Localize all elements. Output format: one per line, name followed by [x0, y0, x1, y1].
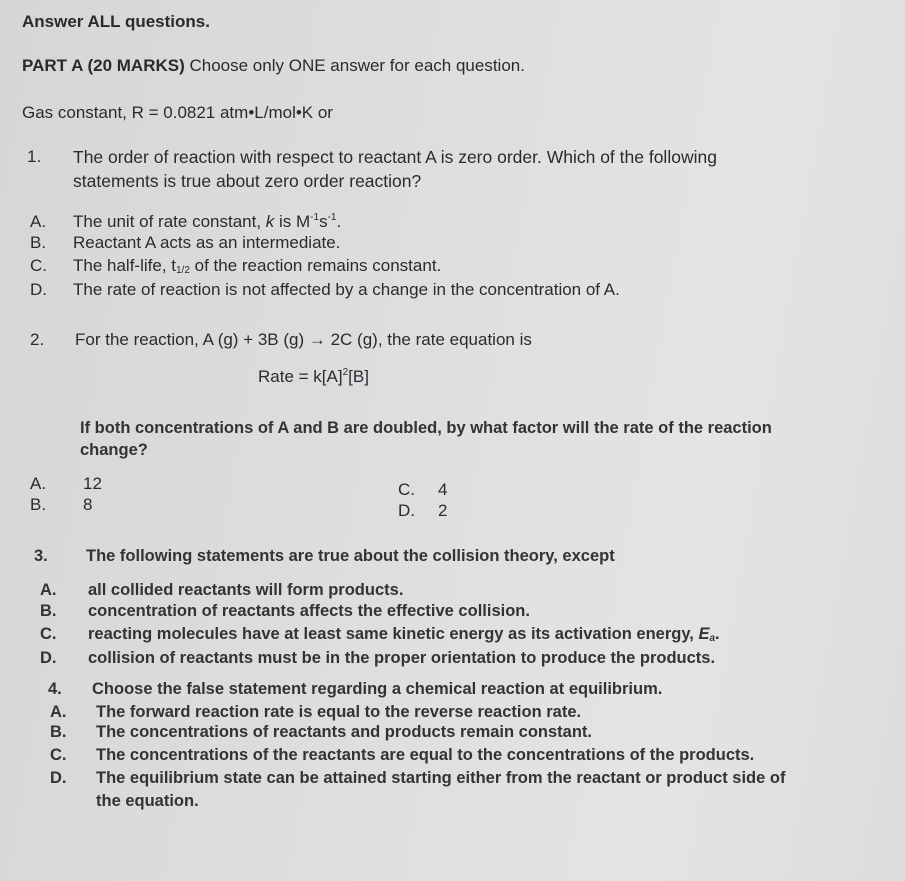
option-letter: B.: [30, 495, 47, 514]
option-text-part: The unit of rate constant,: [73, 212, 266, 231]
part-a-label: PART A (20 MARKS): [22, 56, 185, 75]
instruction: Answer ALL questions.: [22, 12, 210, 31]
option-text-part: .: [715, 625, 720, 643]
option-letter: D.: [50, 769, 67, 787]
option-letter: A.: [30, 474, 47, 493]
option-letter: C.: [40, 625, 57, 643]
question-number: 1.: [27, 147, 42, 166]
option-text: collision of reactants must be in the proper orientation to produce the products.: [88, 649, 716, 667]
superscript: 2: [342, 367, 349, 378]
option-text-part: is M: [274, 212, 311, 231]
option-text: 2: [438, 501, 448, 520]
subscript: a: [709, 633, 716, 644]
subscript: 1/2: [176, 265, 190, 276]
option-text: [88, 624, 720, 644]
part-a-instruction: Choose only ONE answer for each question.: [184, 56, 525, 75]
question-text: statements is true about zero order reaction?: [73, 171, 422, 191]
question-text: change?: [80, 441, 148, 459]
option-letter: A.: [30, 212, 47, 231]
gas-constant: Gas constant, R = 0.0821 atm•L/mol•K or: [22, 103, 333, 122]
option-letter: D.: [40, 649, 57, 667]
option-text: The equilibrium state can be attained starting either from the reactant or product side of: [96, 769, 786, 787]
option-text: 8: [83, 495, 93, 514]
option-text-part: reacting molecules have at least same kinetic energy as its activation energy,: [88, 625, 699, 643]
option-text: The forward reaction rate is equal to the reverse reaction rate.: [96, 703, 582, 721]
question-number: 2.: [30, 330, 45, 349]
option-letter: D.: [30, 280, 47, 299]
option-text-part: E: [698, 625, 710, 643]
superscript: -1: [327, 212, 337, 223]
part-a-heading: [22, 56, 525, 76]
superscript: -1: [310, 212, 320, 223]
question-text: If both concentrations of A and B are doubled, by what factor will the rate of the reaction: [80, 419, 772, 437]
option-letter: B.: [30, 233, 47, 252]
option-text: [73, 212, 341, 232]
question-number: 3.: [34, 547, 48, 565]
equation-part: [B]: [348, 367, 369, 386]
question-number: 4.: [48, 680, 62, 698]
option-letter: A.: [40, 581, 57, 599]
option-text-part: .: [336, 212, 342, 231]
equation-part: Rate = k[A]: [258, 367, 343, 386]
question-text: The order of reaction with respect to reactant A is zero order. Which of the following: [73, 147, 717, 167]
option-letter: A.: [50, 703, 67, 721]
option-letter: C.: [50, 746, 67, 764]
option-letter: B.: [40, 602, 57, 620]
option-text: The concentrations of the reactants are equal to the concentrations of the products.: [96, 746, 755, 764]
question-text: The following statements are true about the collision theory, except: [86, 547, 615, 565]
option-text: The concentrations of reactants and products remain constant.: [96, 723, 593, 741]
option-text-part: The half-life, t: [73, 256, 176, 275]
rate-equation: [258, 367, 369, 387]
option-text: [73, 256, 441, 276]
option-text: 4: [438, 480, 448, 499]
option-text: the equation.: [96, 792, 199, 810]
option-text: concentration of reactants affects the effective collision.: [88, 602, 530, 620]
question-text: Choose the false statement regarding a chemical reaction at equilibrium.: [92, 680, 663, 698]
option-letter: C.: [30, 256, 47, 275]
option-letter: D.: [398, 501, 415, 520]
question-text: For the reaction, A (g) + 3B (g) → 2C (g), the rate equation is: [75, 330, 532, 349]
option-letter: B.: [50, 723, 67, 741]
option-letter: C.: [398, 480, 415, 499]
option-text-part: k: [265, 212, 275, 231]
option-text: 12: [83, 474, 102, 493]
option-text-part: s: [319, 212, 328, 231]
option-text: all collided reactants will form products.: [88, 581, 404, 599]
option-text-part: of the reaction remains constant.: [189, 256, 442, 275]
option-text: Reactant A acts as an intermediate.: [73, 233, 341, 252]
option-text: The rate of reaction is not affected by a change in the concentration of A.: [73, 280, 620, 299]
